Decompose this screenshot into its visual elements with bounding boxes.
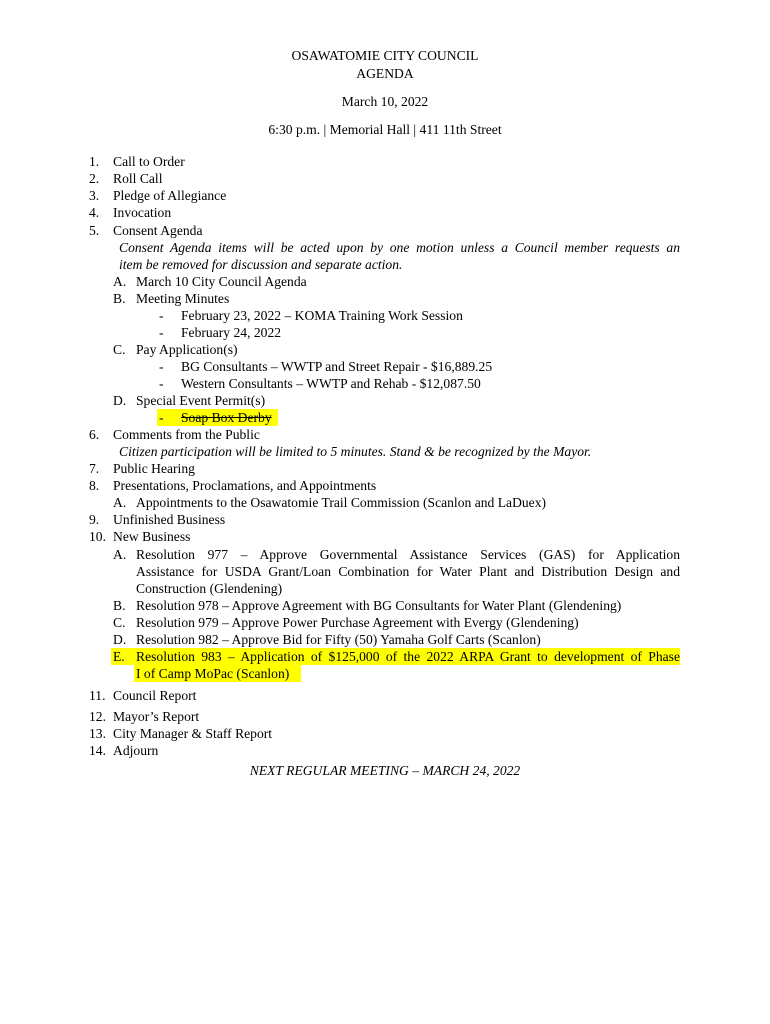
sub-item-letter: A. bbox=[113, 274, 127, 289]
consent-item-minutes: Meeting Minutes bbox=[136, 291, 230, 306]
item-number: 4. bbox=[89, 205, 100, 220]
minutes-feb-24: February 24, 2022 bbox=[181, 325, 282, 340]
resolution-977-line3: Construction (Glendening) bbox=[136, 581, 283, 596]
resolution-978: Resolution 978 – Approve Agreement with BG Consultants for Water Plant (Glendening) bbox=[136, 598, 622, 613]
sub-item-letter: B. bbox=[113, 291, 126, 306]
meeting-time-place: 6:30 p.m. | Memorial Hall | 411 11th Street bbox=[268, 122, 502, 137]
sub-item-letter: C. bbox=[113, 615, 126, 630]
dash-bullet: - bbox=[159, 359, 164, 374]
item-number: 14. bbox=[89, 743, 106, 758]
dash-bullet: - bbox=[159, 410, 164, 425]
item-new-business: New Business bbox=[113, 529, 191, 544]
next-meeting-note: NEXT REGULAR MEETING – MARCH 24, 2022 bbox=[249, 763, 521, 778]
sub-item-letter: A. bbox=[113, 547, 127, 562]
dash-bullet: - bbox=[159, 325, 164, 340]
item-number: 10. bbox=[89, 529, 106, 544]
item-presentations: Presentations, Proclamations, and Appointments bbox=[113, 478, 377, 493]
item-number: 11. bbox=[89, 688, 106, 703]
item-number: 3. bbox=[89, 188, 100, 203]
consent-item-agenda: March 10 City Council Agenda bbox=[136, 274, 307, 289]
item-number: 12. bbox=[89, 709, 106, 724]
org-title: OSAWATOMIE CITY COUNCIL bbox=[291, 48, 479, 63]
item-unfinished-business: Unfinished Business bbox=[113, 512, 226, 527]
item-number: 2. bbox=[89, 171, 100, 186]
minutes-feb-23: February 23, 2022 – KOMA Training Work Session bbox=[181, 308, 463, 323]
resolution-982: Resolution 982 – Approve Bid for Fifty (50) Yamaha Golf Carts (Scanlon) bbox=[136, 632, 541, 647]
resolution-977-line2: Assistance for USDA Grant/Loan Combination for Water Plant and Distribution Design and bbox=[136, 564, 680, 579]
item-mayors-report: Mayor’s Report bbox=[113, 709, 200, 724]
pay-app-western-consultants: Western Consultants – WWTP and Rehab - $12,087.50 bbox=[181, 376, 481, 391]
item-call-to-order: Call to Order bbox=[113, 154, 185, 169]
meeting-date: March 10, 2022 bbox=[341, 94, 429, 109]
resolution-983-line1: Resolution 983 – Application of $125,000 of the 2022 ARPA Grant to development of Phase bbox=[136, 649, 680, 664]
event-permit-soap-box-derby: Soap Box Derby bbox=[181, 410, 272, 425]
sub-item-letter: B. bbox=[113, 598, 126, 613]
item-council-report: Council Report bbox=[113, 688, 197, 703]
item-number: 7. bbox=[89, 461, 100, 476]
item-number: 6. bbox=[89, 427, 100, 442]
dash-bullet: - bbox=[159, 308, 164, 323]
sub-item-letter: E. bbox=[113, 649, 125, 664]
item-number: 1. bbox=[89, 154, 100, 169]
item-invocation: Invocation bbox=[113, 205, 172, 220]
resolution-977-line1: Resolution 977 – Approve Governmental Assistance Services (GAS) for Application bbox=[136, 547, 680, 562]
item-number: 8. bbox=[89, 478, 100, 493]
item-number: 5. bbox=[89, 223, 100, 238]
sub-item-letter: C. bbox=[113, 342, 126, 357]
item-public-comments: Comments from the Public bbox=[113, 427, 260, 442]
consent-agenda-note: Consent Agenda items will be acted upon by one motion unless a Council member requests an bbox=[119, 240, 680, 255]
item-consent-agenda: Consent Agenda bbox=[113, 223, 203, 238]
consent-agenda-note-cont: item be removed for discussion and separate action. bbox=[119, 257, 403, 272]
consent-item-event-permits: Special Event Permit(s) bbox=[136, 393, 266, 408]
doc-title: AGENDA bbox=[356, 66, 414, 81]
appointments-trail-commission: Appointments to the Osawatomie Trail Commission (Scanlon and LaDuex) bbox=[136, 495, 547, 510]
item-pledge: Pledge of Allegiance bbox=[113, 188, 227, 203]
sub-item-letter: A. bbox=[113, 495, 127, 510]
public-comments-note: Citizen participation will be limited to 5 minutes. Stand & be recognized by the Mayor. bbox=[119, 444, 592, 459]
sub-item-letter: D. bbox=[113, 393, 127, 408]
item-number: 13. bbox=[89, 726, 106, 741]
resolution-983-line2: I of Camp MoPac (Scanlon) bbox=[136, 666, 290, 681]
sub-item-letter: D. bbox=[113, 632, 127, 647]
pay-app-bg-consultants: BG Consultants – WWTP and Street Repair - $16,889.25 bbox=[181, 359, 493, 374]
item-adjourn: Adjourn bbox=[113, 743, 159, 758]
consent-item-pay-apps: Pay Application(s) bbox=[136, 342, 238, 357]
item-public-hearing: Public Hearing bbox=[113, 461, 195, 476]
item-city-manager-report: City Manager & Staff Report bbox=[113, 726, 273, 741]
resolution-979: Resolution 979 – Approve Power Purchase Agreement with Evergy (Glendening) bbox=[136, 615, 579, 630]
dash-bullet: - bbox=[159, 376, 164, 391]
item-roll-call: Roll Call bbox=[113, 171, 163, 186]
item-number: 9. bbox=[89, 512, 100, 527]
